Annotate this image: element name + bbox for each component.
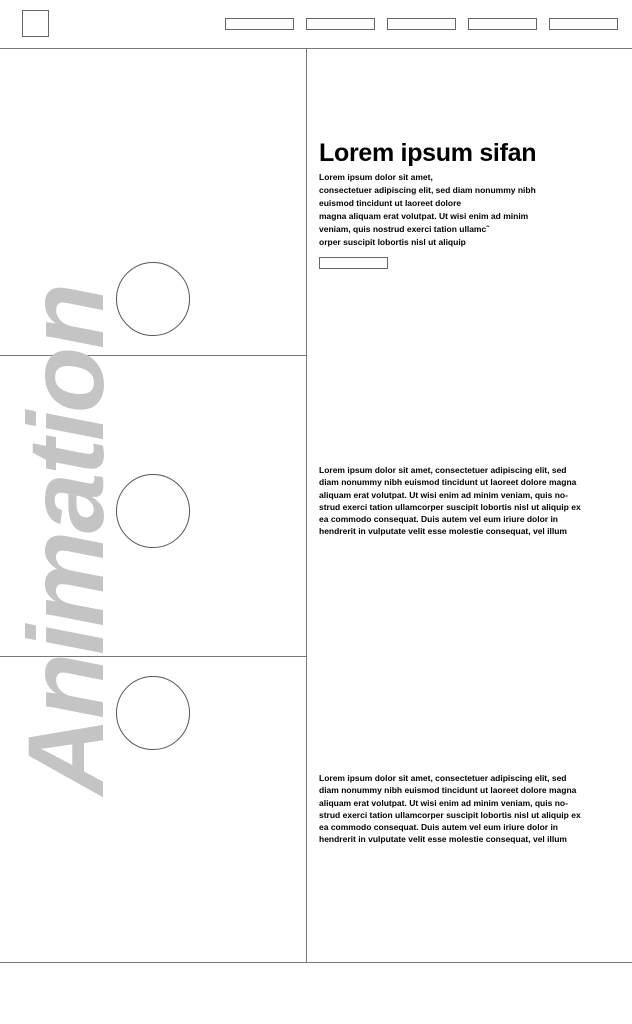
logo-placeholder[interactable] bbox=[22, 10, 49, 37]
nav-item-2[interactable] bbox=[306, 18, 375, 30]
hero-button[interactable] bbox=[319, 257, 388, 269]
section-text-1: Lorem ipsum dolor sit amet, consectetuer adipiscing elit, sed diam nonummy nibh euismod tincidunt ut laoreet dolore magna aliquam erat volutpat. Ut wisi enim ad minim veniam, quis no- strud exerci tation ullamcorper suscipit lobortis nisl ut aliquip ex ea commodo consequat. Duis autem vel eum iriure dolor in hendrerit in vulputate velit esse molestie consequat, vel illum bbox=[319, 465, 581, 537]
nav-item-5[interactable] bbox=[549, 18, 618, 30]
nav-item-4[interactable] bbox=[468, 18, 537, 30]
header bbox=[0, 0, 632, 49]
hero-title: Lorem ipsum sifan bbox=[319, 139, 537, 167]
watermark-text: Animation bbox=[5, 285, 126, 795]
nav-item-3[interactable] bbox=[387, 18, 456, 30]
hero-intro: Lorem ipsum dolor sit amet, consectetuer adipiscing elit, sed diam nonummy nibh euismod tincidunt ut laoreet dolore magna aliquam erat volutpat. Ut wisi enim ad minim veniam, quis nostrud exerci tation ullamcˆ orper suscipit lobortis nisl ut aliquip bbox=[319, 172, 536, 247]
media-circle-1[interactable] bbox=[116, 262, 190, 336]
footer bbox=[0, 962, 632, 1024]
section-text-2: Lorem ipsum dolor sit amet, consectetuer adipiscing elit, sed diam nonummy nibh euismod tincidunt ut laoreet dolore magna aliquam erat volutpat. Ut wisi enim ad minim veniam, quis no- strud exerci tation ullamcorper suscipit lobortis nisl ut aliquip ex ea commodo consequat. Duis autem vel eum iriure dolor in hendrerit in vulputate velit esse molestie consequat, vel illum bbox=[319, 773, 581, 845]
nav-item-1[interactable] bbox=[225, 18, 294, 30]
media-circle-2[interactable] bbox=[116, 474, 190, 548]
media-circle-3[interactable] bbox=[116, 676, 190, 750]
